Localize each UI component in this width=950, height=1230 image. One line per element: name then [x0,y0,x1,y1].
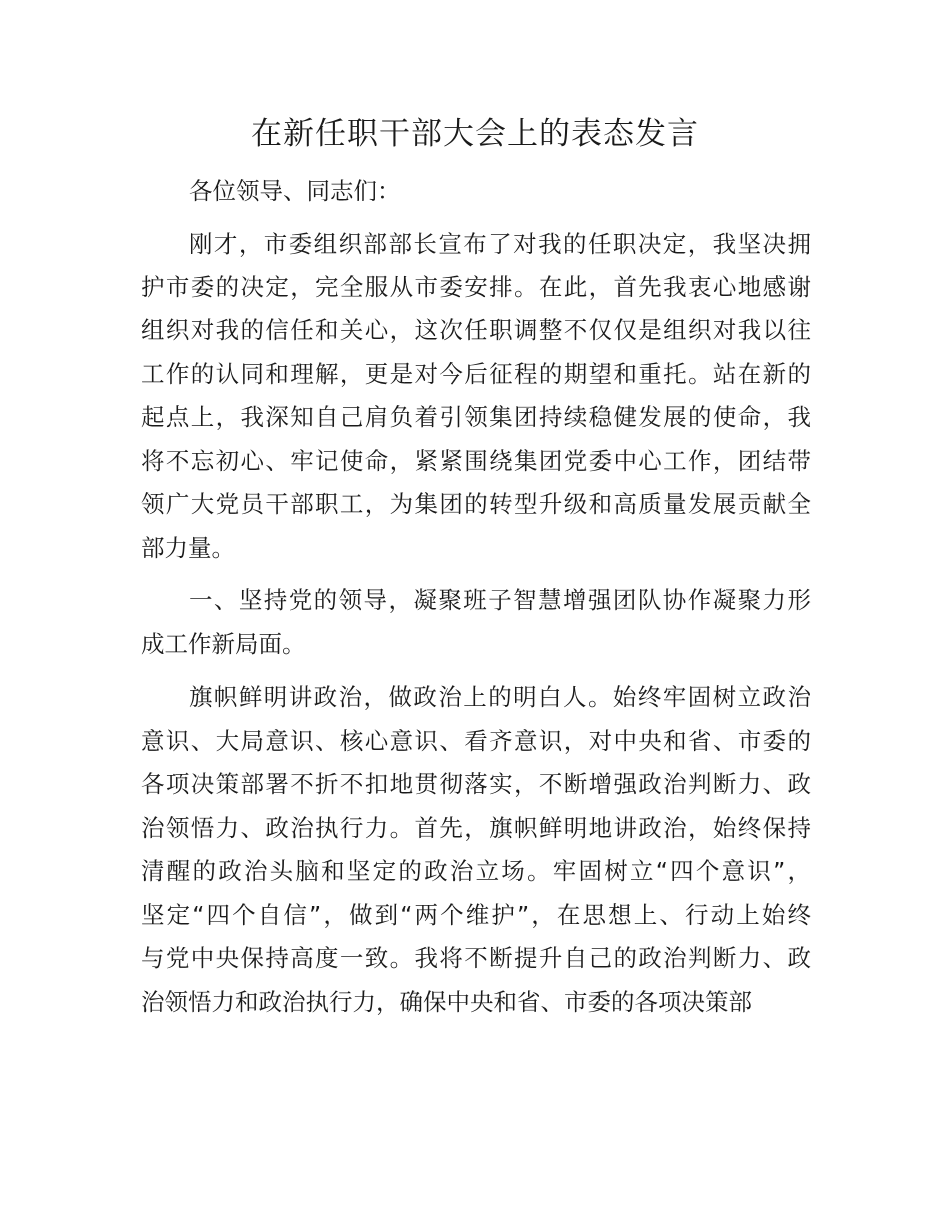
paragraph-3-line-6: 坚定“四个自信”，做到“两个维护”，在思想上、行动上始终 [141,901,811,929]
paragraph-1-line-5: 起点上，我深知自己肩负着引领集团持续稳健发展的使命，我 [141,403,811,431]
paragraph-3-line-1: 旗帜鲜明讲政治，做政治上的明白人。始终牢固树立政治 [189,683,811,711]
paragraph-3-line-5: 清醒的政治头脑和坚定的政治立场。牢固树立“四个意识”， [141,857,811,885]
document-title: 在新任职干部大会上的表态发言 [251,116,699,152]
paragraph-1-line-2: 护市委的决定，完全服从市委安排。在此，首先我衷心地感谢 [141,273,811,301]
paragraph-1-line-3: 组织对我的信任和关心，这次任职调整不仅仅是组织对我以往 [141,316,811,344]
paragraph-1-line-6: 将不忘初心、牢记使命，紧紧围绕集团党委中心工作，团结带 [141,447,811,475]
paragraph-3-line-4: 治领悟力、政治执行力。首先，旗帜鲜明地讲政治，始终保持 [141,814,811,842]
salutation: 各位领导、同志们： [189,177,401,205]
paragraph-3-line-7: 与党中央保持高度一致。我将不断提升自己的政治判断力、政 [141,944,811,972]
paragraph-1-line-7: 领广大党员干部职工，为集团的转型升级和高质量发展贡献全 [141,490,811,518]
paragraph-3-line-3: 各项决策部署不折不扣地贯彻落实，不断增强政治判断力、政 [141,770,811,798]
section-heading-line-1: 一、坚持党的领导，凝聚班子智慧增强团队协作凝聚力形 [189,586,811,614]
section-heading-line-2: 成工作新局面。 [141,630,306,658]
paragraph-1-line-4: 工作的认同和理解，更是对今后征程的期望和重托。站在新的 [141,360,811,388]
paragraph-3-line-8: 治领悟力和政治执行力，确保中央和省、市委的各项决策部 [141,988,752,1016]
paragraph-1-line-1: 刚才，市委组织部部长宣布了对我的任职决定，我坚决拥 [189,230,811,258]
paragraph-3-line-2: 意识、大局意识、核心意识、看齐意识，对中央和省、市委的 [141,727,811,755]
paragraph-1-line-8: 部力量。 [141,534,235,562]
